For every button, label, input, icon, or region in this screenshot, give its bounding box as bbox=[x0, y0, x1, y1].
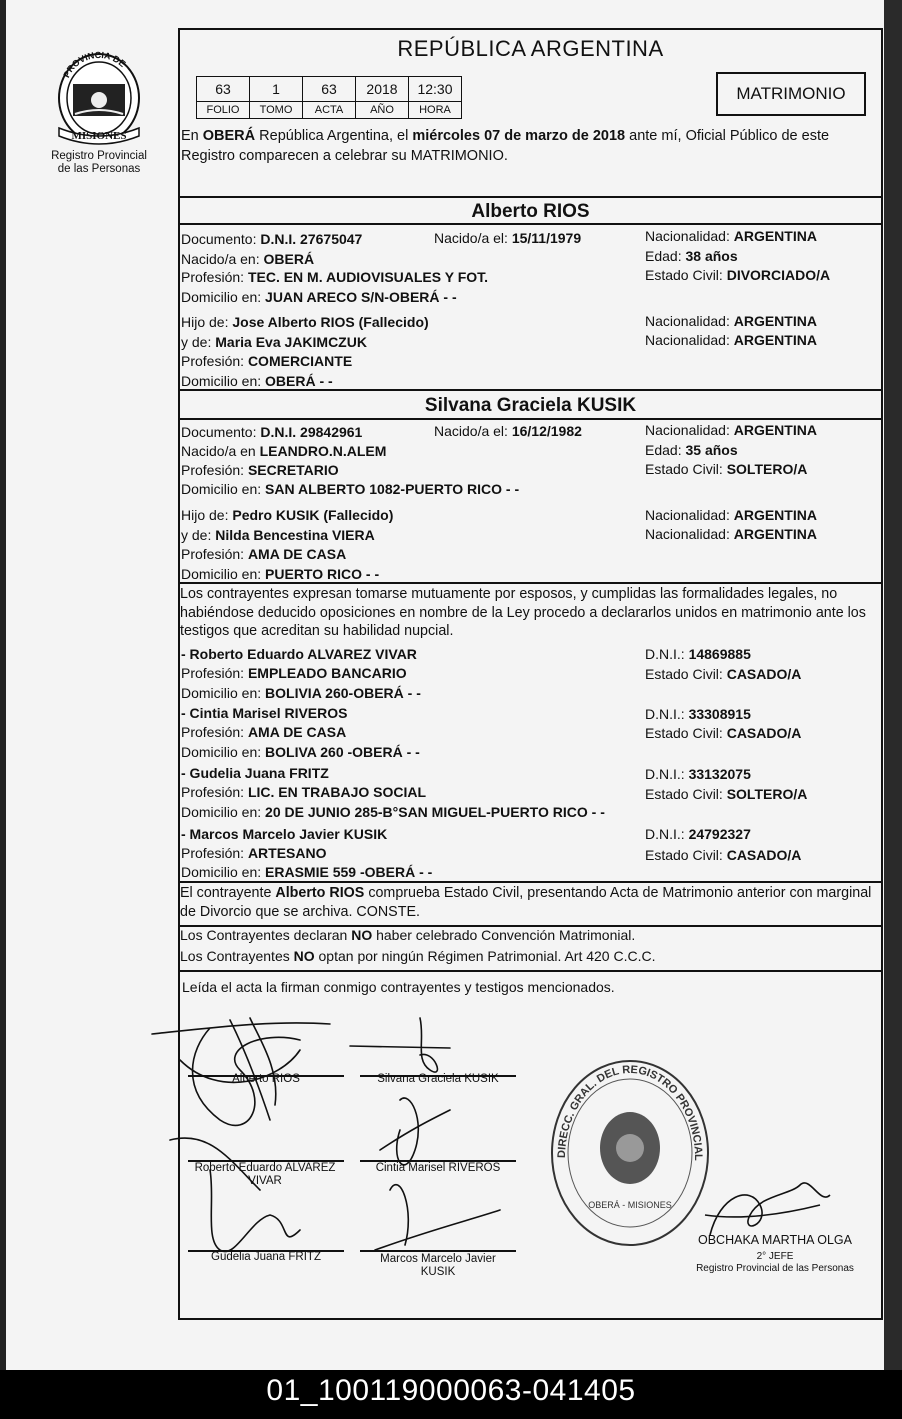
spouse1-nacido-en: Nacido/a en: OBERÁ bbox=[181, 251, 315, 267]
hora-value: 12:30 bbox=[409, 77, 462, 102]
signature-label-witness1: Roberto Eduardo ALVAREZ VIVAR bbox=[194, 1162, 336, 1187]
officer-role: 2° JEFE bbox=[756, 1251, 794, 1262]
witness1-name: - Roberto Eduardo ALVAREZ VIVAR bbox=[181, 646, 417, 662]
signature-label-spouse2: Silvana Graciela KUSIK bbox=[377, 1073, 499, 1085]
witness3-estado-civil: Estado Civil: SOLTERO/A bbox=[645, 786, 808, 802]
spouse2-profesion: Profesión: SECRETARIO bbox=[181, 462, 339, 478]
witness3-dni: D.N.I.: 33132075 bbox=[645, 766, 751, 782]
spouse1-nacionalidad: Nacionalidad: ARGENTINA bbox=[645, 228, 817, 244]
witness1-dni: D.N.I.: 14869885 bbox=[645, 646, 751, 662]
official-seal-icon bbox=[540, 1039, 715, 1248]
divider bbox=[180, 389, 881, 391]
seal-inner-text: OBERÁ - MISIONES bbox=[588, 1200, 672, 1210]
divider bbox=[180, 418, 881, 420]
tomo-label: TOMO bbox=[250, 102, 303, 119]
witness4-estado-civil: Estado Civil: CASADO/A bbox=[645, 847, 802, 863]
witness4-profesion: Profesión: ARTESANO bbox=[181, 845, 327, 861]
witness3-domicilio: Domicilio en: 20 DE JUNIO 285-B°SAN MIGUEL-PUERTO RICO - - bbox=[181, 804, 605, 820]
witness2-profesion: Profesión: AMA DE CASA bbox=[181, 724, 347, 740]
spouse1-nacido-el: Nacido/a el: 15/11/1979 bbox=[434, 230, 582, 246]
convencion-note: Los Contrayentes declaran NO haber celebrado Convención Matrimonial. bbox=[180, 927, 636, 943]
divider bbox=[180, 223, 881, 225]
spouse1-documento: Documento: D.N.I. 27675047 bbox=[181, 231, 363, 247]
spouse2-padres-profesion: Profesión: AMA DE CASA bbox=[181, 546, 347, 562]
divider bbox=[180, 196, 881, 198]
spouse2-padres-domicilio: Domicilio en: PUERTO RICO - - bbox=[181, 566, 380, 582]
divider bbox=[180, 881, 881, 883]
lectura-note: Leída el acta la firman conmigo contrayentes y testigos mencionados. bbox=[182, 979, 615, 995]
spouse1-padres-profesion: Profesión: COMERCIANTE bbox=[181, 353, 353, 369]
registry-table bbox=[196, 76, 462, 119]
witness2-estado-civil: Estado Civil: CASADO/A bbox=[645, 725, 802, 741]
document-type-box: MATRIMONIO bbox=[716, 72, 866, 116]
tomo-value: 1 bbox=[250, 77, 303, 102]
witness2-domicilio: Domicilio en: BOLIVA 260 -OBERÁ - - bbox=[181, 744, 420, 760]
logo-banner-text: MISIONES bbox=[71, 130, 127, 142]
spouse2-nacido-en: Nacido/a en LEANDRO.N.ALEM bbox=[181, 443, 387, 459]
spouse1-madre: y de: Maria Eva JAKIMCZUK bbox=[181, 334, 367, 350]
spouse1-madre-nacionalidad: Nacionalidad: ARGENTINA bbox=[645, 332, 817, 348]
witness2-name: - Cintia Marisel RIVEROS bbox=[181, 705, 348, 721]
spouse1-padre-nacionalidad: Nacionalidad: ARGENTINA bbox=[645, 313, 817, 329]
province-coat-of-arms-icon bbox=[45, 48, 153, 148]
witness4-domicilio: Domicilio en: ERASMIE 559 -OBERÁ - - bbox=[181, 864, 433, 880]
spouse2-documento: Documento: D.N.I. 29842961 bbox=[181, 424, 363, 440]
intro-paragraph: En OBERÁ República Argentina, el miércoles 07 de marzo de 2018 ante mí, Oficial Público de este Registro comparecen a celebrar su MATRIMONIO. bbox=[181, 128, 830, 164]
spouse1-padre: Hijo de: Jose Alberto RIOS (Fallecido) bbox=[181, 314, 429, 330]
spouse1-name: Alberto RIOS bbox=[471, 201, 590, 222]
witness3-name: - Gudelia Juana FRITZ bbox=[181, 765, 329, 781]
logo-caption-line2: de las Personas bbox=[57, 163, 141, 175]
handwritten-signatures-icon bbox=[150, 1010, 550, 1300]
regimen-note: Los Contrayentes NO optan por ningún Régimen Patrimonial. Art 420 C.C.C. bbox=[180, 948, 656, 964]
spouse2-edad: Edad: 35 años bbox=[645, 442, 738, 458]
spouse2-domicilio: Domicilio en: SAN ALBERTO 1082-PUERTO RICO - - bbox=[181, 481, 520, 497]
spouse1-profesion: Profesión: TEC. EN M. AUDIOVISUALES Y FOT. bbox=[181, 269, 489, 285]
spouse2-name: Silvana Graciela KUSIK bbox=[424, 395, 637, 416]
folio-value: 63 bbox=[197, 77, 250, 102]
witness4-dni: D.N.I.: 24792327 bbox=[645, 826, 751, 842]
spouse1-padres-domicilio: Domicilio en: OBERÁ - - bbox=[181, 373, 333, 389]
witness3-profesion: Profesión: LIC. EN TRABAJO SOCIAL bbox=[181, 784, 427, 800]
witness2-dni: D.N.I.: 33308915 bbox=[645, 706, 751, 722]
signature-label-witness3: Gudelia Juana FRITZ bbox=[211, 1251, 321, 1263]
spouse2-padre-nacionalidad: Nacionalidad: ARGENTINA bbox=[645, 507, 817, 523]
folio-label: FOLIO bbox=[197, 102, 250, 119]
spouse2-nacionalidad: Nacionalidad: ARGENTINA bbox=[645, 422, 817, 438]
anio-value: 2018 bbox=[356, 77, 409, 102]
logo-arc-text: PROVINCIA DE bbox=[61, 49, 128, 80]
witness1-domicilio: Domicilio en: BOLIVIA 260-OBERÁ - - bbox=[181, 685, 421, 701]
signature-label-spouse1: Alberto RIOS bbox=[232, 1073, 300, 1085]
spouse1-edad: Edad: 38 años bbox=[645, 248, 738, 264]
divider bbox=[180, 582, 881, 584]
divider bbox=[180, 970, 881, 972]
spouse1-estado-civil: Estado Civil: DIVORCIADO/A bbox=[645, 267, 831, 283]
signature-label-witness4: Marcos Marcelo Javier KUSIK bbox=[380, 1253, 496, 1278]
logo-caption bbox=[40, 150, 158, 176]
witness1-profesion: Profesión: EMPLEADO BANCARIO bbox=[181, 665, 407, 681]
document-code: 01_100119000063-041405 bbox=[266, 1374, 636, 1407]
hora-label: HORA bbox=[409, 102, 462, 119]
estado-civil-note: El contrayente Alberto RIOS comprueba Estado Civil, presentando Acta de Matrimonio anterior con marginal de Divorcio que se archiva. CONSTE. bbox=[180, 885, 872, 920]
spouse2-nacido-el: Nacido/a el: 16/12/1982 bbox=[434, 423, 582, 439]
spouse2-estado-civil: Estado Civil: SOLTERO/A bbox=[645, 461, 808, 477]
acta-label: ACTA bbox=[303, 102, 356, 119]
spouse1-domicilio: Domicilio en: JUAN ARECO S/N-OBERÁ - - bbox=[181, 289, 457, 305]
spouse2-padre: Hijo de: Pedro KUSIK (Fallecido) bbox=[181, 507, 394, 523]
anio-label: AÑO bbox=[356, 102, 409, 119]
officer-office: Registro Provincial de las Personas bbox=[696, 1263, 854, 1274]
officer-signature-icon bbox=[700, 1175, 840, 1245]
witness4-name: - Marcos Marcelo Javier KUSIK bbox=[181, 826, 388, 842]
witness1-estado-civil: Estado Civil: CASADO/A bbox=[645, 666, 802, 682]
signature-label-witness2: Cintia Marisel RIVEROS bbox=[375, 1162, 501, 1174]
seal-text: DIRECC. GRAL. DEL REGISTRO PROVINCIAL DE LAS PERSONAS bbox=[540, 1039, 705, 1161]
declaration-paragraph: Los contrayentes expresan tomarse mutuamente por esposos, y cumplidas las formalidades legales, no habiéndose deducido oposiciones en nombre de la Ley procedo a declararlos unidos en matrimonio ante los testigos que acreditan su habilidad nupcial. bbox=[180, 586, 866, 639]
page-title: REPÚBLICA ARGENTINA bbox=[397, 36, 664, 61]
acta-value: 63 bbox=[303, 77, 356, 102]
spouse2-madre-nacionalidad: Nacionalidad: ARGENTINA bbox=[645, 526, 817, 542]
logo-caption-line1: Registro Provincial bbox=[51, 150, 147, 162]
scan-edge-right bbox=[884, 0, 902, 1370]
spouse2-madre: y de: Nilda Bencestina VIERA bbox=[181, 527, 375, 543]
officer-name: OBCHAKA MARTHA OLGA bbox=[698, 1233, 852, 1247]
scan-edge-left bbox=[0, 0, 6, 1419]
